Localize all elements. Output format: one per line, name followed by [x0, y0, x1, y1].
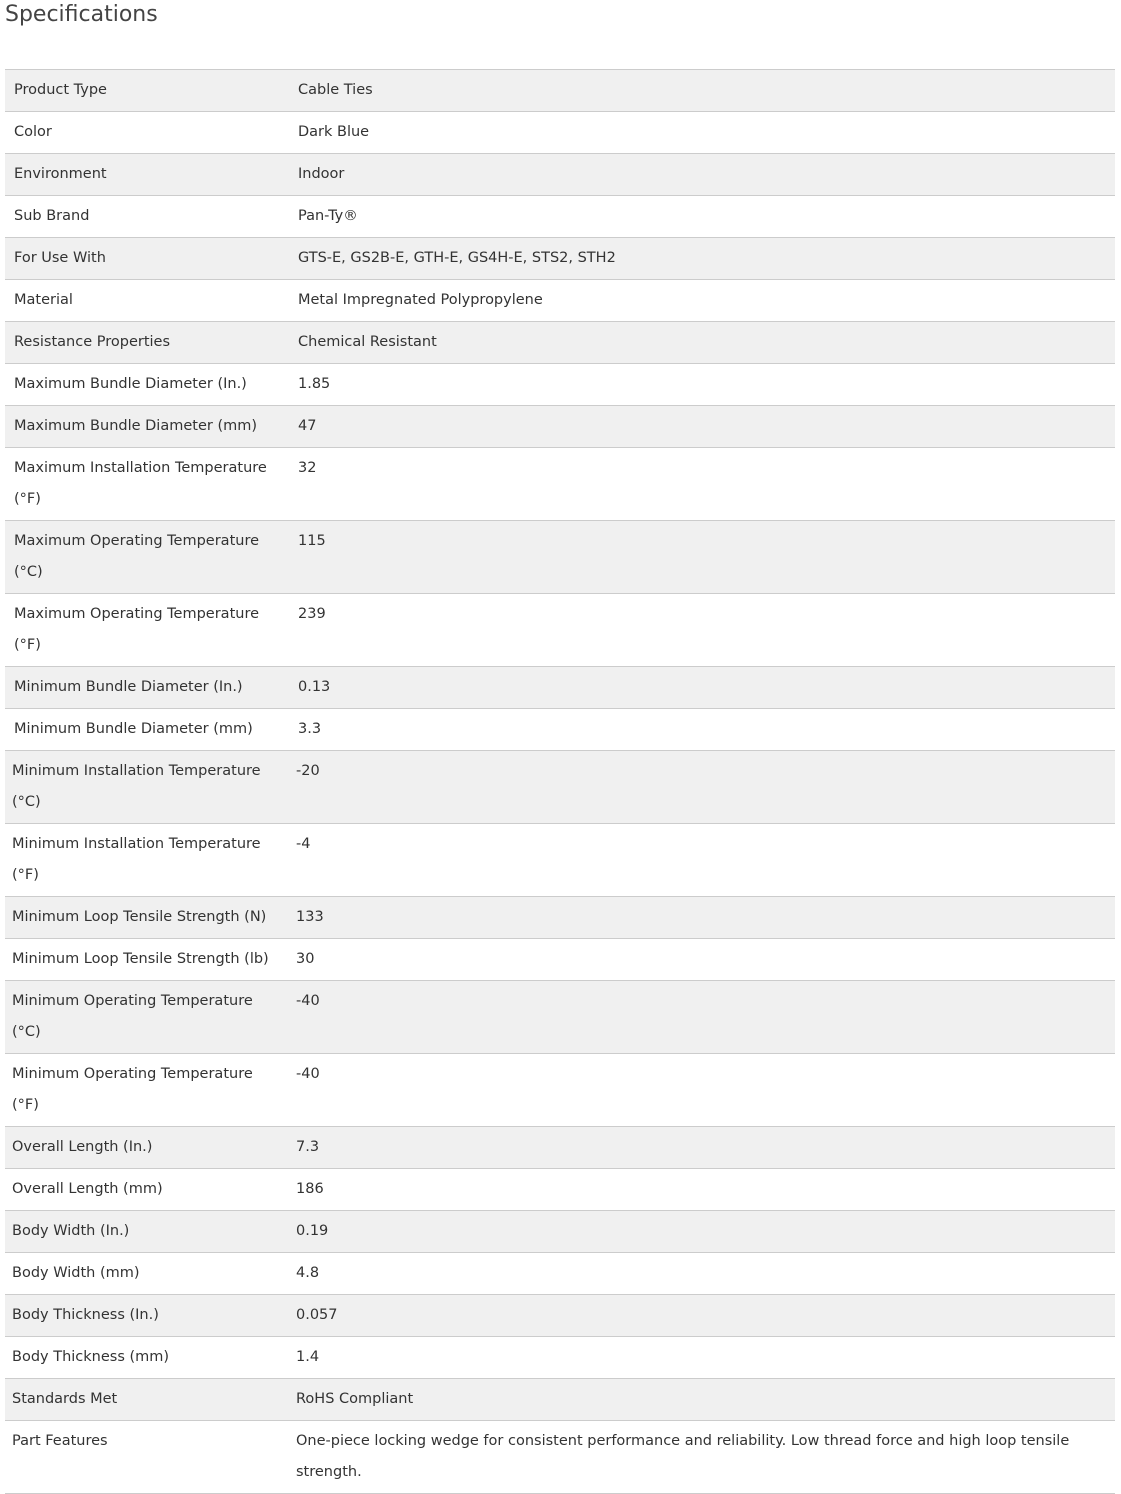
spec-label: Minimum Loop Tensile Strength (lb)	[12, 951, 269, 967]
table-row	[5, 939, 1115, 981]
spec-value: -40	[296, 1066, 320, 1082]
table-row	[5, 112, 1115, 154]
spec-value: Pan-Ty®	[298, 208, 358, 224]
table-row	[5, 364, 1115, 406]
spec-label: Overall Length (mm)	[12, 1181, 163, 1197]
table-row	[5, 1421, 1115, 1494]
table-row	[5, 824, 1115, 897]
spec-value: RoHS Compliant	[296, 1391, 414, 1407]
table-row	[5, 594, 1115, 667]
spec-value: 47	[298, 418, 317, 434]
table-row	[5, 70, 1115, 112]
table-row	[5, 709, 1115, 751]
spec-value: 0.19	[296, 1223, 329, 1239]
spec-value: 239	[298, 606, 326, 622]
table-row	[5, 196, 1115, 238]
table-row	[5, 897, 1115, 939]
spec-label: Body Width (In.)	[12, 1223, 130, 1239]
spec-label: Minimum Operating Temperature (°C)	[12, 993, 253, 1040]
table-row	[5, 1127, 1115, 1169]
spec-value: -40	[296, 993, 320, 1009]
spec-value: 1.4	[296, 1349, 320, 1365]
spec-value: Chemical Resistant	[298, 334, 437, 350]
spec-label: Product Type	[14, 82, 107, 98]
spec-value: 115	[298, 533, 326, 549]
spec-label: Body Width (mm)	[12, 1265, 140, 1281]
spec-value: 32	[298, 460, 317, 476]
page-title: Specifications	[5, 2, 158, 27]
spec-label: Body Thickness (In.)	[12, 1307, 159, 1323]
table-row	[5, 238, 1115, 280]
spec-label: Minimum Operating Temperature (°F)	[12, 1066, 253, 1113]
table-row	[5, 1211, 1115, 1253]
table-row	[5, 1054, 1115, 1127]
spec-value: 1.85	[298, 376, 331, 392]
spec-label: Standards Met	[12, 1391, 118, 1407]
spec-value: 186	[296, 1181, 324, 1197]
spec-label: Material	[14, 292, 73, 308]
spec-value: 0.057	[296, 1307, 338, 1323]
table-row	[5, 667, 1115, 709]
spec-value: Cable Ties	[298, 82, 373, 98]
table-row	[5, 1295, 1115, 1337]
spec-label: Minimum Bundle Diameter (mm)	[14, 721, 253, 737]
spec-value: Indoor	[298, 166, 345, 182]
spec-label: Maximum Operating Temperature (°F)	[14, 606, 260, 653]
spec-value: Dark Blue	[298, 124, 370, 140]
spec-label: Maximum Operating Temperature (°C)	[14, 533, 260, 580]
table-row	[5, 751, 1115, 824]
table-row	[5, 1169, 1115, 1211]
spec-label: Maximum Bundle Diameter (In.)	[14, 376, 247, 392]
specifications-table	[5, 69, 1115, 1494]
spec-label: Overall Length (In.)	[12, 1139, 153, 1155]
spec-value: GTS-E, GS2B-E, GTH-E, GS4H-E, STS2, STH2	[298, 250, 616, 266]
spec-label: Minimum Installation Temperature (°C)	[12, 763, 261, 810]
spec-value: 0.13	[298, 679, 331, 695]
spec-label: Maximum Installation Temperature (°F)	[14, 460, 267, 507]
table-row	[5, 154, 1115, 196]
spec-value: -20	[296, 763, 320, 779]
spec-label: Minimum Installation Temperature (°F)	[12, 836, 261, 883]
spec-label: Minimum Bundle Diameter (In.)	[14, 679, 243, 695]
spec-value: 3.3	[298, 721, 322, 737]
spec-value: Metal Impregnated Polypropylene	[298, 292, 543, 308]
spec-value: -4	[296, 836, 311, 852]
table-row	[5, 981, 1115, 1054]
spec-label: Color	[14, 124, 52, 140]
table-row	[5, 1379, 1115, 1421]
spec-value: 133	[296, 909, 324, 925]
spec-label: Body Thickness (mm)	[12, 1349, 170, 1365]
spec-value: 30	[296, 951, 315, 967]
spec-value: 7.3	[296, 1139, 320, 1155]
table-row	[5, 322, 1115, 364]
spec-label: Maximum Bundle Diameter (mm)	[14, 418, 258, 434]
spec-value: 4.8	[296, 1265, 320, 1281]
spec-label: Environment	[14, 166, 107, 182]
table-row	[5, 1253, 1115, 1295]
table-row	[5, 448, 1115, 521]
table-row	[5, 1337, 1115, 1379]
spec-label: Sub Brand	[14, 208, 90, 224]
spec-label: For Use With	[14, 250, 106, 266]
spec-label: Minimum Loop Tensile Strength (N)	[12, 909, 267, 925]
table-row	[5, 280, 1115, 322]
spec-value: One-piece locking wedge for consistent performance and reliability. Low thread force and high loop tensile strength.	[296, 1433, 1070, 1480]
spec-label: Resistance Properties	[14, 334, 171, 350]
spec-label: Part Features	[12, 1433, 108, 1449]
table-row	[5, 521, 1115, 594]
table-row	[5, 406, 1115, 448]
